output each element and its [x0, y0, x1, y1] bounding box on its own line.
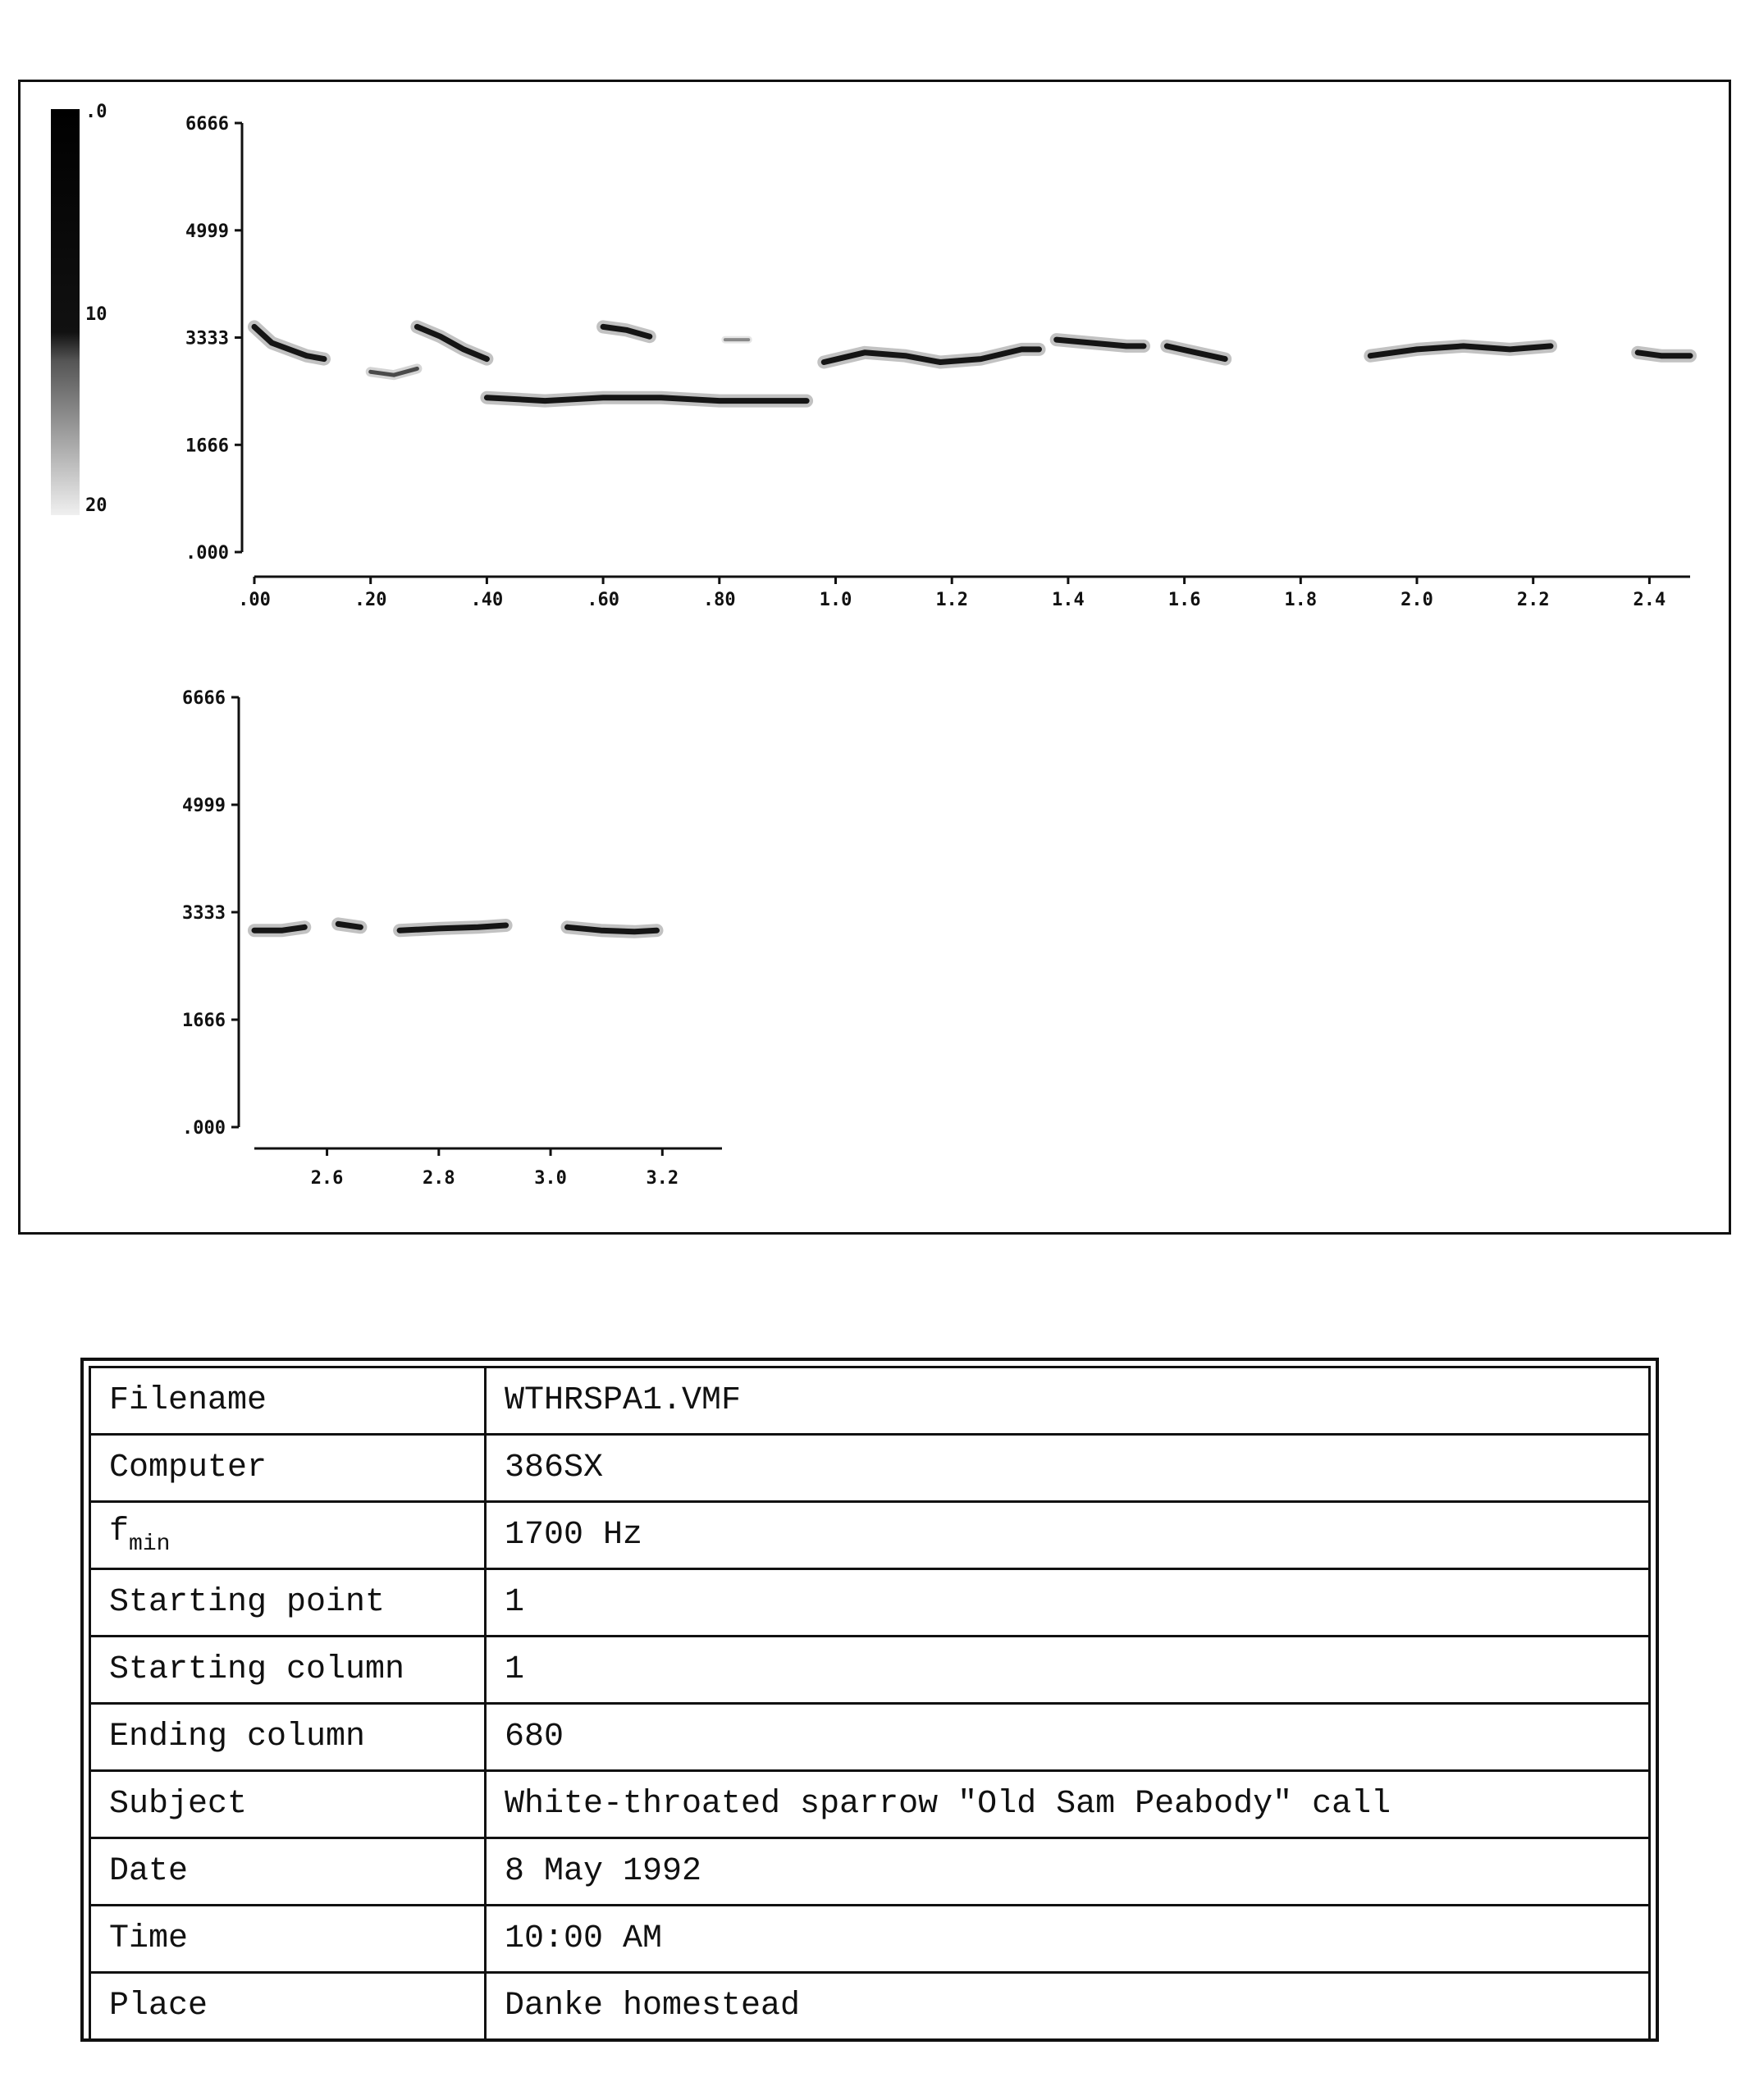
x-tick-label: .40 [470, 590, 504, 610]
x-tick-label: 1.0 [819, 590, 852, 610]
x-tick-label: 2.8 [422, 1168, 455, 1189]
intensity-legend-bar [51, 109, 80, 515]
y-tick-label: 4999 [185, 221, 229, 242]
y-tick-label: .000 [185, 543, 229, 564]
spectrogram-trace [254, 927, 304, 930]
info-row [90, 1838, 1650, 1906]
y-tick-label: 1666 [182, 1011, 226, 1032]
info-row [90, 1502, 1650, 1569]
info-row [90, 1569, 1650, 1637]
x-tick-label: .80 [702, 590, 736, 610]
info-value: 10:00 AM [486, 1906, 1650, 1973]
spectrogram-trace [1638, 353, 1690, 356]
x-tick-label: 2.4 [1633, 590, 1666, 610]
info-row [90, 1906, 1650, 1973]
info-value: WTHRSPA1.VMF [486, 1367, 1650, 1435]
info-row [90, 1704, 1650, 1771]
info-label: Time [90, 1906, 486, 1973]
info-label: Starting column [90, 1637, 486, 1704]
info-table [89, 1366, 1651, 2041]
info-label: Date [90, 1838, 486, 1906]
info-value: 1 [486, 1569, 1650, 1637]
x-tick-label: 2.6 [310, 1168, 344, 1189]
y-tick-label: .000 [182, 1118, 226, 1139]
info-value: 1 [486, 1637, 1650, 1704]
x-tick-label: .60 [587, 590, 619, 610]
info-label: Subject [90, 1771, 486, 1838]
info-row [90, 1771, 1650, 1838]
y-tick-label: 3333 [185, 328, 229, 349]
y-tick-label: 1666 [185, 436, 229, 457]
info-label: Starting point [90, 1569, 486, 1637]
y-tick-label: 6666 [182, 688, 226, 709]
info-row [90, 1973, 1650, 2040]
x-tick-label: 3.2 [646, 1168, 679, 1189]
info-value: Danke homestead [486, 1973, 1650, 2040]
info-value: 680 [486, 1704, 1650, 1771]
y-tick-label: 4999 [182, 796, 226, 817]
info-value: 386SX [486, 1435, 1650, 1502]
spectrogram-trace [338, 924, 360, 927]
x-tick-label: 3.0 [534, 1168, 567, 1189]
info-label: Ending column [90, 1704, 486, 1771]
x-tick-label: 1.8 [1284, 590, 1318, 610]
legend-label: 20 [85, 495, 107, 516]
spectrogram-trace [487, 398, 806, 401]
legend-label: .0 [85, 102, 107, 122]
recording-info-table [80, 1358, 1659, 2042]
y-tick-label: 6666 [185, 114, 229, 135]
x-tick-label: 1.4 [1052, 590, 1085, 610]
info-value: 1700 Hz [486, 1502, 1650, 1569]
info-row [90, 1367, 1650, 1435]
x-tick-label: 2.2 [1516, 590, 1550, 610]
info-value: 8 May 1992 [486, 1838, 1650, 1906]
x-tick-label: 2.0 [1400, 590, 1433, 610]
info-row [90, 1435, 1650, 1502]
x-tick-label: 1.2 [935, 590, 969, 610]
y-tick-label: 3333 [182, 903, 226, 924]
info-value: White-throated sparrow "Old Sam Peabody" call [486, 1771, 1650, 1838]
info-label: Filename [90, 1367, 486, 1435]
info-label: Place [90, 1973, 486, 2040]
spectrogram-trace [417, 326, 487, 358]
info-label: Computer [90, 1435, 486, 1502]
info-label: $f_{min}$ [90, 1502, 486, 1569]
legend-label: 10 [85, 304, 107, 325]
x-tick-label: .20 [354, 590, 387, 610]
x-tick-label: .00 [238, 590, 271, 610]
info-row [90, 1637, 1650, 1704]
x-tick-label: 1.6 [1167, 590, 1201, 610]
